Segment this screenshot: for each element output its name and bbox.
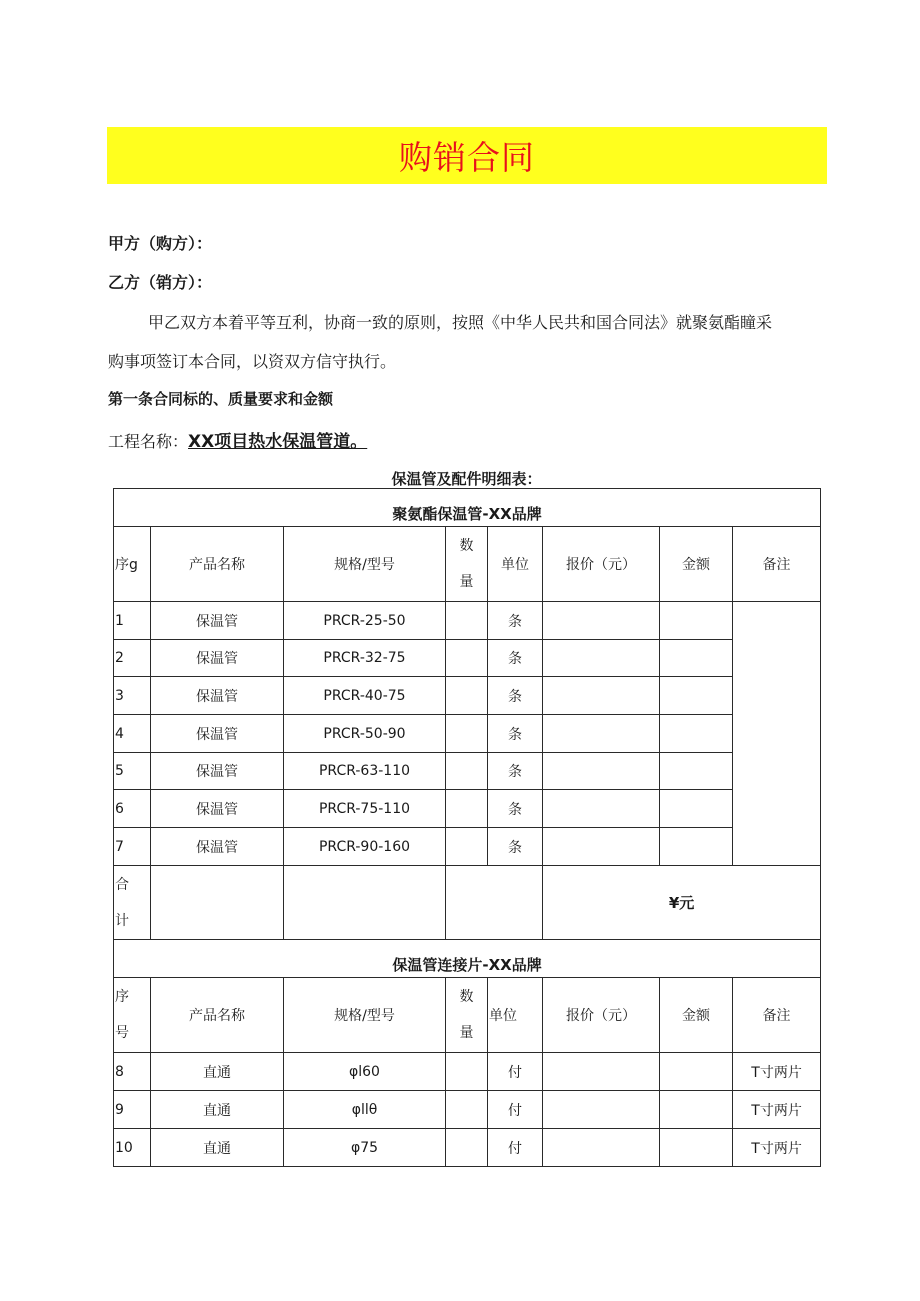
header-amount: 金额 — [660, 978, 733, 1053]
row-unit: 条 — [488, 677, 543, 715]
total-value: ¥元 — [543, 866, 821, 940]
row-seq: 3 — [114, 677, 151, 715]
note-merged-cell — [733, 602, 821, 866]
row-spec: φl60 — [284, 1053, 446, 1091]
table-row — [114, 677, 821, 715]
row-amount — [660, 828, 733, 866]
row-seq: 8 — [114, 1053, 151, 1091]
row-price — [543, 640, 660, 677]
header-seq: 序g — [114, 527, 151, 602]
table-row — [114, 1091, 821, 1129]
row-spec: φllθ — [284, 1091, 446, 1129]
row-spec: PRCR-75-110 — [284, 790, 446, 828]
row-product-name: 保温管 — [151, 602, 284, 640]
row-seq: 10 — [114, 1129, 151, 1167]
row-amount — [660, 715, 733, 753]
row-amount — [660, 790, 733, 828]
row-qty — [446, 1129, 488, 1167]
project-line — [108, 427, 367, 452]
row-product-name: 保温管 — [151, 753, 284, 790]
row-amount — [660, 602, 733, 640]
row-qty — [446, 1091, 488, 1129]
header-seq — [114, 978, 151, 1053]
table-row — [114, 640, 821, 677]
section-2-header-row — [114, 978, 821, 1053]
table-row — [114, 602, 821, 640]
row-price — [543, 1091, 660, 1129]
row-qty — [446, 715, 488, 753]
row-amount — [660, 1129, 733, 1167]
section-1-title-row — [114, 489, 821, 527]
header-product-name: 产品名称 — [151, 527, 284, 602]
table-row — [114, 1053, 821, 1091]
row-spec: PRCR-40-75 — [284, 677, 446, 715]
row-amount — [660, 1091, 733, 1129]
header-seq-bottom: 号 — [115, 1025, 129, 1041]
header-qty-top: 数 — [459, 989, 474, 1005]
row-unit: 付 — [488, 1091, 543, 1129]
project-label: 工程名称： — [108, 432, 189, 451]
row-qty — [446, 677, 488, 715]
row-amount — [660, 677, 733, 715]
section-2-title-row — [114, 940, 821, 978]
row-price — [543, 828, 660, 866]
detail-table — [113, 488, 821, 1167]
table-row — [114, 753, 821, 790]
row-unit: 条 — [488, 753, 543, 790]
header-spec: 规格/型号 — [284, 527, 446, 602]
header-amount: 金额 — [660, 527, 733, 602]
title-band — [107, 127, 827, 184]
header-price: 报价（元） — [543, 527, 660, 602]
header-seq-top: 序 — [115, 989, 129, 1005]
header-note: 备注 — [733, 527, 821, 602]
article-1-heading: 第一条合同标的、质量要求和金额 — [108, 390, 334, 408]
party-a-line: 甲方（购方）： — [108, 234, 213, 253]
row-unit: 条 — [488, 640, 543, 677]
row-amount — [660, 640, 733, 677]
total-blank — [284, 866, 446, 940]
row-seq: 9 — [114, 1091, 151, 1129]
row-qty — [446, 1053, 488, 1091]
row-note: T寸两片 — [733, 1053, 821, 1091]
row-seq: 2 — [114, 640, 151, 677]
intro-paragraph-line-2: 购事项签订本合同，以资双方信守执行。 — [108, 352, 397, 371]
row-qty — [446, 640, 488, 677]
row-qty — [446, 828, 488, 866]
row-qty — [446, 753, 488, 790]
row-unit: 条 — [488, 715, 543, 753]
row-price — [543, 1053, 660, 1091]
row-seq: 7 — [114, 828, 151, 866]
row-price — [543, 753, 660, 790]
header-price: 报价（元） — [543, 978, 660, 1053]
table-row — [114, 715, 821, 753]
total-label-bottom: 计 — [115, 912, 129, 929]
header-qty — [446, 527, 488, 602]
row-spec: PRCR-32-75 — [284, 640, 446, 677]
row-seq: 4 — [114, 715, 151, 753]
total-label-top: 合 — [115, 876, 129, 893]
row-product-name: 保温管 — [151, 828, 284, 866]
table-row — [114, 1129, 821, 1167]
row-spec: PRCR-25-50 — [284, 602, 446, 640]
table-caption: 保温管及配件明细表： — [391, 470, 542, 488]
party-b-line: 乙方（销方）： — [108, 273, 213, 292]
header-unit: 单位 — [488, 978, 543, 1053]
row-spec: φ75 — [284, 1129, 446, 1167]
total-label — [114, 866, 151, 940]
row-amount — [660, 1053, 733, 1091]
row-qty — [446, 602, 488, 640]
row-product-name: 保温管 — [151, 715, 284, 753]
total-blank — [151, 866, 284, 940]
row-unit: 条 — [488, 602, 543, 640]
header-unit: 单位 — [488, 527, 543, 602]
header-qty-bottom: 量 — [459, 1025, 474, 1041]
section-1-header-row — [114, 527, 821, 602]
row-price — [543, 602, 660, 640]
table-row — [114, 828, 821, 866]
row-spec: PRCR-50-90 — [284, 715, 446, 753]
row-amount — [660, 753, 733, 790]
row-product-name: 保温管 — [151, 640, 284, 677]
row-seq: 5 — [114, 753, 151, 790]
row-price — [543, 1129, 660, 1167]
section-1-title: 聚氨酯保温管-XX品牌 — [114, 489, 821, 527]
row-qty — [446, 790, 488, 828]
header-note: 备注 — [733, 978, 821, 1053]
row-unit: 条 — [488, 828, 543, 866]
table-row — [114, 790, 821, 828]
section-2-title: 保温管连接片-XX品牌 — [114, 940, 821, 978]
header-qty-top: 数 — [459, 538, 474, 554]
row-product-name: 直通 — [151, 1129, 284, 1167]
total-blank — [446, 866, 543, 940]
row-unit: 条 — [488, 790, 543, 828]
row-product-name: 直通 — [151, 1053, 284, 1091]
row-spec: PRCR-90-160 — [284, 828, 446, 866]
row-note: T寸两片 — [733, 1091, 821, 1129]
header-spec: 规格/型号 — [284, 978, 446, 1053]
row-seq: 6 — [114, 790, 151, 828]
row-product-name: 保温管 — [151, 790, 284, 828]
row-product-name: 直通 — [151, 1091, 284, 1129]
project-name: XX项目热水保温管道。 — [188, 432, 368, 452]
row-spec: PRCR-63-110 — [284, 753, 446, 790]
row-price — [543, 677, 660, 715]
header-qty — [446, 978, 488, 1053]
row-unit: 付 — [488, 1053, 543, 1091]
row-unit: 付 — [488, 1129, 543, 1167]
row-price — [543, 790, 660, 828]
row-note: T寸两片 — [733, 1129, 821, 1167]
document-title: 购销合同 — [399, 138, 535, 177]
row-seq: 1 — [114, 602, 151, 640]
header-qty-bottom: 量 — [459, 574, 474, 590]
row-product-name: 保温管 — [151, 677, 284, 715]
header-product-name: 产品名称 — [151, 978, 284, 1053]
total-row — [114, 866, 821, 940]
intro-paragraph-line-1: 甲乙双方本着平等互利，协商一致的原则，按照《中华人民共和国合同法》就聚氨酯瞳采 — [148, 313, 773, 332]
row-price — [543, 715, 660, 753]
